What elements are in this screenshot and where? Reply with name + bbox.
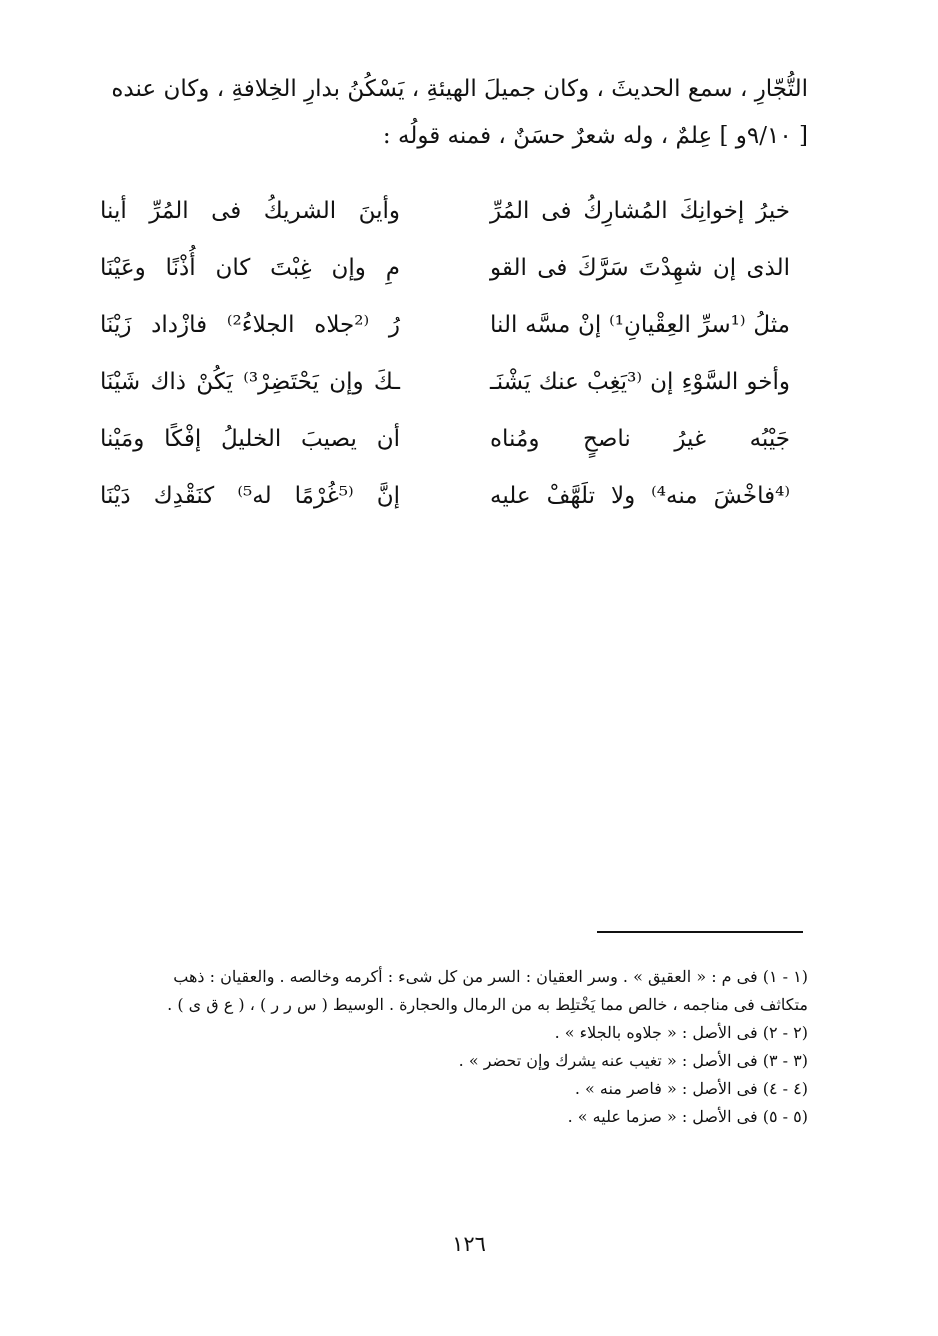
footnote-1-line-2: متكاثف فى مناجمه ، خالص مما يَخْتلِط به من الرمال والحجارة . الوسيط ( س ر ر ) ، ( ع ق ى ) . <box>167 995 808 1014</box>
poem-verse-3 <box>100 296 790 353</box>
footnote-1-line-1: (١ - ١) فى م : « العقيق » . وسر العقيان : السر من كل شىء : أكرمه وخالصه . والعقيان : ذهب <box>173 967 808 986</box>
footnote-separator <box>597 931 803 933</box>
verse-6-first-hemistich: ⁽⁴فاخْشَ منه⁴⁾ ولا تلَهَّفْ عليه <box>490 482 790 509</box>
verse-1-second-hemistich: وأينَ الشريكُ فى المُرِّ أينا <box>100 197 400 224</box>
poem <box>100 182 790 524</box>
paragraph-line-2: [ ٩/١٠و ] عِلمٌ ، وله شعرٌ حسَنٌ ، فمنه قولُه : <box>382 123 808 149</box>
verse-3-second-hemistich: رُ ⁽²جلاه الجلاءُ²⁾ فازْداد زَيْنَا <box>100 311 400 338</box>
verse-5-first-hemistich: جَيْبُه غيرُ ناصحٍ ومُناه <box>490 425 790 452</box>
body-paragraph <box>111 66 808 160</box>
poem-verse-5 <box>100 410 790 467</box>
poem-verse-1 <box>100 182 790 239</box>
verse-2-second-hemistich: مِ وإن غِبْتَ كان أُذْنًا وعَيْنَا <box>100 254 400 281</box>
poem-verse-2 <box>100 239 790 296</box>
verse-1-first-hemistich: خيرُ إخوانِكَ المُشارِكُ فى المُرِّ <box>490 197 790 224</box>
paragraph-line-1: التُّجّارِ ، سمع الحديثَ ، وكان جميلَ الهيئةِ ، يَسْكُنُ بدارِ الخِلافةِ ، وكان عنده <box>111 76 808 102</box>
verse-3-first-hemistich: مثلُ ⁽¹سرِّ العِقْيانِ¹⁾ إنْ مسَّه النا <box>490 311 790 338</box>
footnote-4: (٤ - ٤) فى الأصل : « فاصر منه » . <box>574 1079 808 1098</box>
footnotes <box>128 963 808 1131</box>
verse-5-second-hemistich: أن يصيبَ الخليلُ إفْكًا ومَيْنا <box>100 425 400 452</box>
poem-verse-4 <box>100 353 790 410</box>
verse-6-second-hemistich: إنَّ ⁽⁵غُرْمًا له⁵⁾ كنَقْدِك دَيْنَا <box>100 482 400 509</box>
verse-4-first-hemistich: وأخو السَّوْءِ إن ⁽³يَغِبْ عنك يَشْنَـ <box>490 368 790 395</box>
footnote-2: (٢ - ٢) فى الأصل : « جلاوه بالجلاء » . <box>554 1023 808 1042</box>
verse-2-first-hemistich: الذى إن شهِدْتَ سَرَّكَ فى القو <box>490 254 790 281</box>
verse-4-second-hemistich: ـكَ وإن يَحْتَضِرْ³⁾ يَكُنْ ذاك شَيْنَا <box>100 368 400 395</box>
footnote-5: (٥ - ٥) فى الأصل : « صزما عليه » . <box>567 1107 808 1126</box>
page-number: ١٢٦ <box>452 1232 486 1256</box>
poem-verse-6 <box>100 467 790 524</box>
footnote-3: (٣ - ٣) فى الأصل : « تغيب عنه يشرك وإن تحضر » . <box>458 1051 808 1070</box>
